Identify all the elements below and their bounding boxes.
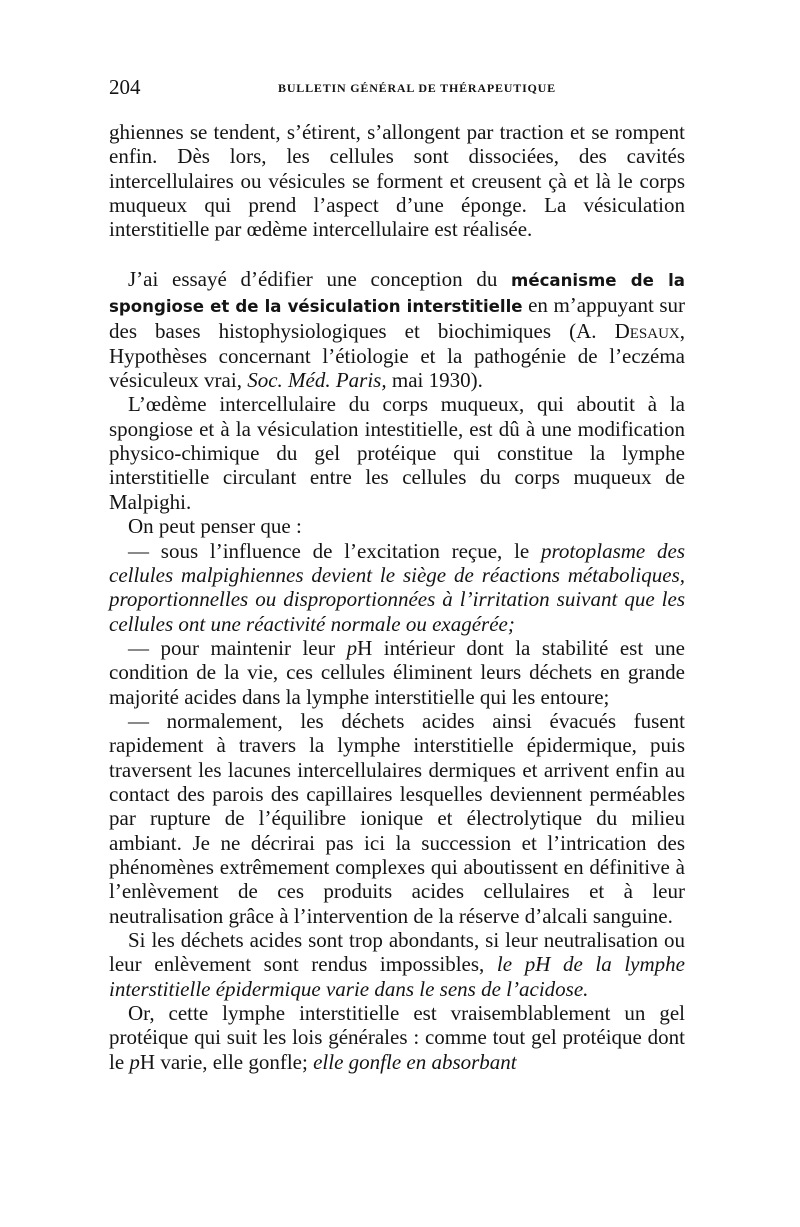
p6-text-b: H intérieur dont la stabilité est une condition de la vie, ces cellules éliminent leurs déchets en grande majorité acides dans la lymphe interstitielle qui les entoure; bbox=[109, 635, 686, 709]
p8-text-a: Si les déchets acides sont trop abondants, si leur neutralisation ou leur enlèvement sont rendus impossibles, bbox=[109, 928, 685, 977]
p6-text-a: — pour maintenir leur bbox=[128, 635, 347, 660]
p9-text-a: Or, cette lymphe interstitielle est vraisemblablement un gel protéique qui suit les lois générales : comme tout gel protéique dont le bbox=[109, 1001, 685, 1074]
page-header bbox=[109, 72, 685, 102]
page-number: 204 bbox=[109, 75, 141, 99]
paragraph-9 bbox=[109, 1001, 685, 1074]
running-title: BULLETIN GÉNÉRAL DE THÉRAPEUTIQUE bbox=[278, 81, 556, 95]
p2-journal: Soc. Méd. Paris, bbox=[247, 368, 387, 393]
p8-italic: le pH de la lymphe interstitielle épidermique varie dans le sens de l’acidose. bbox=[109, 952, 685, 1001]
paragraph-7: — normalement, les déchets acides ainsi évacués fusent rapidement à travers la lymphe interstitielle épidermique, puis traversent les lacunes intercellulaires dermiques et arrivent enfin au contact des parois des capillaires lesquelles deviennent perméables par rupture de l’équilibre ionique et électrolytique du milieu ambiant. Je ne décrirai pas ici la succession et l’intrication des phénomènes extrêmement complexes qui aboutissent en définitive à l’enlèvement de ces produits acides cellulaires et à leur neutralisation grâce à l’intervention de la réserve d’alcali sanguine. bbox=[109, 708, 685, 928]
p2-text-b: en m’appuyant sur des bases histophysiologiques et biochimiques (A. bbox=[109, 293, 685, 344]
p2-bold-phrase: mécanisme de la spongiose et de la vésiculation interstitielle bbox=[109, 270, 685, 317]
paragraph-4: On peut penser que : bbox=[128, 514, 302, 539]
paragraph-6 bbox=[109, 636, 685, 709]
p9-ph: p bbox=[129, 1049, 140, 1074]
p2-text-a: J’ai essayé d’édifier une conception du bbox=[128, 266, 512, 291]
p6-ph: p bbox=[346, 635, 358, 660]
p9-italic: elle gonfle en absorbant bbox=[313, 1049, 517, 1074]
p5-italic: protoplasme des cellules malpighiennes devient le siège de réactions métaboliques, proportionnelles ou disproportionnées à l’irritation suivant que les cellules ont une réactivité normale ou exagérée; bbox=[109, 538, 686, 636]
body-text bbox=[109, 120, 685, 1074]
p2-author: Desaux bbox=[614, 319, 680, 344]
p2-text-d: mai 1930). bbox=[386, 368, 483, 393]
p2-text-c: , Hypothèses concernant l’étiologie et la pathogénie de l’eczéma vésiculeux vrai, bbox=[109, 319, 685, 393]
paragraph-2 bbox=[109, 267, 685, 393]
p5-dash: — sous l’influence de l’excitation reçue, le bbox=[128, 538, 542, 563]
paragraph-3: L’œdème intercellulaire du corps muqueux, qui aboutit à la spongiose et à la vésiculation intestitielle, est dû à une modification physico-chimique du gel protéique qui constitue la lymphe interstitielle circulant entre les cellules du corps muqueux de Malpighi. bbox=[109, 392, 685, 514]
paragraph-1: ghiennes se tendent, s’étirent, s’allongent par traction et se rompent enfin. Dès lors, les cellules sont dissociées, des cavités intercellulaires ou vésicules se forment et creusent çà et là le corps muqueux qui prend l’aspect d’une éponge. La vésiculation interstitielle par œdème intercellulaire est réalisée. bbox=[109, 120, 685, 242]
paragraph-5 bbox=[109, 539, 685, 636]
paragraph-8 bbox=[109, 928, 685, 1001]
p9-text-b: H varie, elle gonfle; bbox=[139, 1049, 314, 1074]
